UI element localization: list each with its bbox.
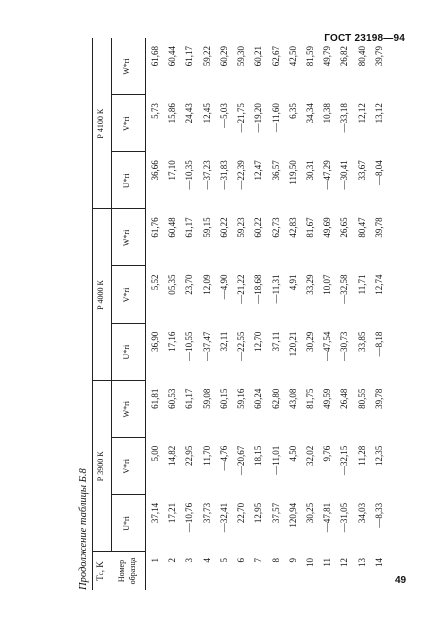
table-cell: —18,68 (253, 274, 264, 304)
table-cell: 26,65 (339, 217, 350, 238)
table-cell: 11,70 (201, 445, 212, 466)
table-cell: —11,31 (270, 274, 281, 304)
table-cell: 30,29 (304, 331, 315, 352)
row-number: 8 (270, 558, 281, 563)
table-cell: 5,00 (150, 445, 160, 462)
row-number: 12 (339, 558, 350, 567)
header-bottom-rule (145, 38, 146, 590)
table-cell: —32,15 (339, 445, 350, 476)
table-cell: 11,28 (356, 445, 367, 466)
table-cell: —10,35 (184, 160, 195, 190)
table-cell: 59,16 (236, 388, 247, 409)
table-cell: 81,67 (304, 217, 315, 238)
table-cell: 6,35 (287, 103, 298, 119)
table-cell: 80,47 (356, 217, 367, 238)
table-cell: 49,79 (322, 46, 333, 67)
table-cell: —47,54 (322, 331, 333, 361)
table-cell: 60,24 (253, 388, 264, 409)
sub-header-v: V*ri (122, 116, 131, 132)
data-table (92, 38, 394, 590)
table-cell: 61,17 (184, 217, 195, 238)
table-cell: 18,15 (253, 445, 264, 467)
table-cell: 30,25 (304, 502, 315, 524)
sample-number-label: Номер (117, 559, 126, 583)
table-cell: 60,48 (167, 217, 178, 238)
table-cell: 60,22 (218, 217, 229, 238)
table-cell: 37,57 (270, 502, 281, 524)
table-cell: 24,43 (184, 103, 195, 124)
table-cell: —22,39 (236, 160, 247, 190)
sample-number-label-2: образца (128, 557, 137, 585)
table-cell: 80,55 (356, 388, 367, 409)
table-cell: 120,94 (287, 502, 298, 528)
table-cell: 33,85 (356, 331, 367, 352)
group-header-1: Р 3900 К (96, 451, 105, 482)
table-cell: 60,53 (167, 388, 178, 409)
table-cell: —8,33 (373, 502, 384, 528)
table-cell: 5,52 (150, 274, 160, 291)
table-cell: 32,11 (218, 331, 229, 352)
table-cell: 43,08 (287, 388, 298, 409)
tc-unit: , K (95, 561, 105, 573)
table-cell: 81,75 (304, 388, 315, 409)
tc-symbol: T (95, 575, 105, 581)
table-cell: —37,47 (201, 331, 212, 361)
table-cell: 13,12 (373, 103, 384, 124)
table-cell: 12,47 (253, 160, 264, 181)
table-cell: 12,74 (373, 274, 384, 295)
table-cell: —11,01 (270, 445, 281, 475)
table-cell: 10,38 (322, 103, 333, 124)
table-cell: 22,95 (184, 445, 195, 467)
table-cell: 37,73 (201, 502, 212, 524)
table-cell: 36,90 (150, 331, 160, 352)
table-cell: 81,59 (304, 46, 315, 67)
table-cell: 42,50 (287, 46, 298, 67)
table-cell: 36,57 (270, 160, 281, 181)
table-cell: —37,23 (201, 160, 212, 190)
table-cell: —21,22 (236, 274, 247, 304)
table-cell: 32,02 (304, 445, 315, 467)
table-cell: 61,76 (150, 217, 160, 238)
table-cell: 10,07 (322, 274, 333, 295)
table-cell: 26,82 (339, 46, 350, 67)
table-cell: —8,04 (373, 160, 384, 185)
table-cell: 11,71 (356, 274, 367, 295)
table-cell: 59,15 (201, 217, 212, 238)
row-number: 6 (236, 558, 247, 563)
table-cell: 17,16 (167, 331, 178, 352)
tc-header (96, 552, 105, 590)
page-number: 49 (395, 575, 407, 586)
table-cell: 62,67 (270, 46, 281, 67)
table-cell: 42,83 (287, 217, 298, 238)
table-cell: —31,83 (218, 160, 229, 190)
table-cell: 12,45 (201, 103, 212, 124)
table-cell: 26,48 (339, 388, 350, 409)
table-cell: —30,73 (339, 331, 350, 361)
table-cell: —22,55 (236, 331, 247, 361)
table-cell: 61,17 (184, 388, 195, 409)
table-cell: 33,67 (356, 160, 367, 181)
row-number: 1 (150, 558, 160, 563)
table-cell: —20,67 (236, 445, 247, 476)
row-number: 14 (373, 558, 384, 567)
table-cell: 5,73 (150, 103, 160, 119)
table-cell: 61,81 (150, 388, 160, 409)
table-cell: 60,21 (253, 46, 264, 67)
sub-header-v: V*ri (122, 287, 131, 303)
sub-header-w: W*ri (122, 401, 131, 418)
row-number: 3 (184, 558, 195, 563)
table-cell: 12,09 (201, 274, 212, 295)
table-cell: —4,90 (218, 274, 229, 300)
table-cell: 39,78 (373, 217, 384, 238)
table-cell: —47,29 (322, 160, 333, 190)
table-cell: —31,05 (339, 502, 350, 533)
table-cell: 60,29 (218, 46, 229, 67)
table-cell: 33,29 (304, 274, 315, 295)
table-cell: 60,15 (218, 388, 229, 409)
table-cell: 9,76 (322, 445, 333, 462)
table-cell: —32,58 (339, 274, 350, 304)
row-number: 11 (322, 558, 333, 567)
table-cell: 4,91 (287, 274, 298, 291)
table-cell: 62,80 (270, 388, 281, 409)
table-cell: 4,50 (287, 445, 298, 462)
table-cell: —8,18 (373, 331, 384, 357)
table-cell: 12,12 (356, 103, 367, 124)
table-cell: 15,86 (167, 103, 178, 124)
table-cell: 49,59 (322, 388, 333, 409)
table-cell: 22,70 (236, 502, 247, 524)
table-cell: 62,73 (270, 217, 281, 238)
table-cell: —10,76 (184, 502, 195, 533)
table-cell: 30,31 (304, 160, 315, 181)
sub-header-w: W*ri (122, 58, 131, 75)
row-number: 4 (201, 558, 212, 563)
table-cell: 60,22 (253, 217, 264, 238)
group-header-rule (111, 38, 112, 552)
table-cell: —21,75 (236, 103, 247, 133)
table-cell: 05,35 (167, 274, 178, 295)
sub-header-u: U*ri (122, 344, 131, 360)
table-cell: 80,40 (356, 46, 367, 67)
table-cell: 17,21 (167, 502, 178, 524)
table-cell: 34,34 (304, 103, 315, 124)
table-caption: Продолжение таблицы Б.8 (78, 468, 89, 590)
table-cell: 120,21 (287, 331, 298, 357)
row-number: 9 (287, 558, 298, 563)
table-cell: 39,78 (373, 388, 384, 409)
table-cell: 59,08 (201, 388, 212, 409)
table-cell: 59,22 (201, 46, 212, 67)
table-cell: —19,20 (253, 103, 264, 133)
row-number: 2 (167, 558, 178, 563)
table-cell: 17,10 (167, 160, 178, 181)
table-cell: —11,60 (270, 103, 281, 133)
row-number: 5 (218, 558, 229, 563)
table-cell: 37,14 (150, 502, 160, 524)
table-cell: 12,70 (253, 331, 264, 352)
standard-header: ГОСТ 23198—94 (324, 33, 405, 44)
table-cell: 59,30 (236, 46, 247, 67)
table-cell: —33,18 (339, 103, 350, 133)
row-number: 10 (304, 558, 315, 567)
table-cell: —4,76 (218, 445, 229, 471)
table-cell: 34,03 (356, 502, 367, 524)
table-cell: —30,41 (339, 160, 350, 190)
table-cell: 12,95 (253, 502, 264, 524)
table-top-rule (92, 38, 93, 590)
table-cell: —47,81 (322, 502, 333, 533)
sub-header-w: W*ri (122, 229, 131, 247)
row-number: 13 (356, 558, 367, 567)
table-cell: —32,41 (218, 502, 229, 533)
table-cell: 36,66 (150, 160, 160, 181)
row-number: 7 (253, 558, 264, 563)
group-header-2: Р 4000 К (96, 280, 105, 310)
table-cell: 14,82 (167, 445, 178, 467)
table-cell: 61,68 (150, 46, 160, 67)
table-cell: 119,50 (287, 160, 298, 185)
table-cell: 60,44 (167, 46, 178, 67)
group-header-3: Р 4100 К (96, 108, 105, 139)
table-cell: 49,69 (322, 217, 333, 238)
table-cell: —10,55 (184, 331, 195, 361)
table-cell: —5,03 (218, 103, 229, 128)
table-cell: 12,35 (373, 445, 384, 467)
sub-header-u: U*ri (122, 173, 131, 189)
sub-header-u: U*ri (122, 516, 131, 531)
table-cell: 59,23 (236, 217, 247, 238)
tc-subscript: c (97, 572, 105, 576)
table-cell: 37,11 (270, 331, 281, 352)
sub-header-v: V*ri (122, 459, 131, 474)
table-cell: 61,17 (184, 46, 195, 67)
table-cell: 39,79 (373, 46, 384, 67)
rotated-table-block (78, 38, 394, 590)
table-cell: 23,70 (184, 274, 195, 295)
